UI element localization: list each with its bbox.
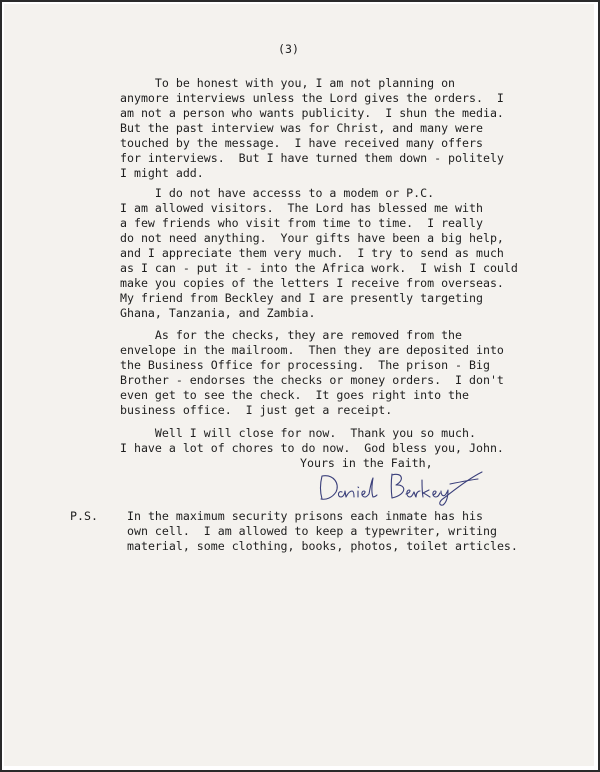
paragraph-4-line-2: I have a lot of chores to do now. God bless you, John. bbox=[120, 441, 504, 455]
paragraph-1-line-3: am not a person who wants publicity. I shun the media. bbox=[120, 106, 504, 120]
paragraph-3-line-4: Brother - endorses the checks or money orders. I don't bbox=[120, 373, 504, 387]
paragraph-3-line-2: envelope in the mailroom. Then they are deposited into bbox=[120, 343, 504, 357]
paragraph-2-line-4: do not need anything. Your gifts have been a big help, bbox=[120, 231, 504, 245]
paragraph-1-line-7: I might add. bbox=[120, 166, 204, 180]
paragraph-1-line-1: To be honest with you, I am not planning on bbox=[120, 76, 456, 90]
paragraph-2-line-9: Ghana, Tanzania, and Zambia. bbox=[120, 306, 316, 320]
paragraph-4-line-1: Well I will close for now. Thank you so much. bbox=[120, 426, 476, 440]
paragraph-3-line-1: As for the checks, they are removed from the bbox=[120, 328, 463, 342]
postscript-label: P.S. bbox=[70, 509, 98, 523]
paragraph-2-line-6: as I can - put it - into the Africa work. I wish I could bbox=[120, 261, 518, 275]
postscript-line-3: material, some clothing, books, photos, toilet articles. bbox=[127, 539, 518, 553]
paragraph-2-line-2: I am allowed visitors. The Lord has blessed me with bbox=[120, 201, 483, 215]
paragraph-2-line-5: and I appreciate them very much. I try to send as much bbox=[120, 246, 504, 260]
postscript-line-1: In the maximum security prisons each inmate has his bbox=[127, 509, 483, 523]
closing-salutation: Yours in the Faith, bbox=[300, 456, 433, 470]
paragraph-2-line-7: make you copies of the letters I receive from overseas. bbox=[120, 276, 504, 290]
paragraph-1-line-6: for interviews. But I have turned them down - politely bbox=[120, 151, 504, 165]
paragraph-3-line-5: even get to see the check. It goes right into the bbox=[120, 388, 470, 402]
page-number: (3) bbox=[278, 42, 299, 56]
paragraph-2-line-1: I do not have accesss to a modem or P.C. bbox=[120, 186, 435, 200]
paragraph-3-line-3: the Business Office for processing. The prison - Big bbox=[120, 358, 490, 372]
signature-image bbox=[310, 466, 500, 506]
paragraph-1-line-5: touched by the message. I have received many offers bbox=[120, 136, 483, 150]
paragraph-2-line-3: a few friends who visit from time to time. I really bbox=[120, 216, 483, 230]
paragraph-2-line-8: My friend from Beckley and I are presently targeting bbox=[120, 291, 483, 305]
paragraph-3-line-6: business office. I just get a receipt. bbox=[120, 403, 393, 417]
paragraph-1-line-2: anymore interviews unless the Lord gives the orders. I bbox=[120, 91, 504, 105]
postscript-line-2: own cell. I am allowed to keep a typewriter, writing bbox=[127, 524, 497, 538]
paragraph-1-line-4: But the past interview was for Christ, and many were bbox=[120, 121, 483, 135]
